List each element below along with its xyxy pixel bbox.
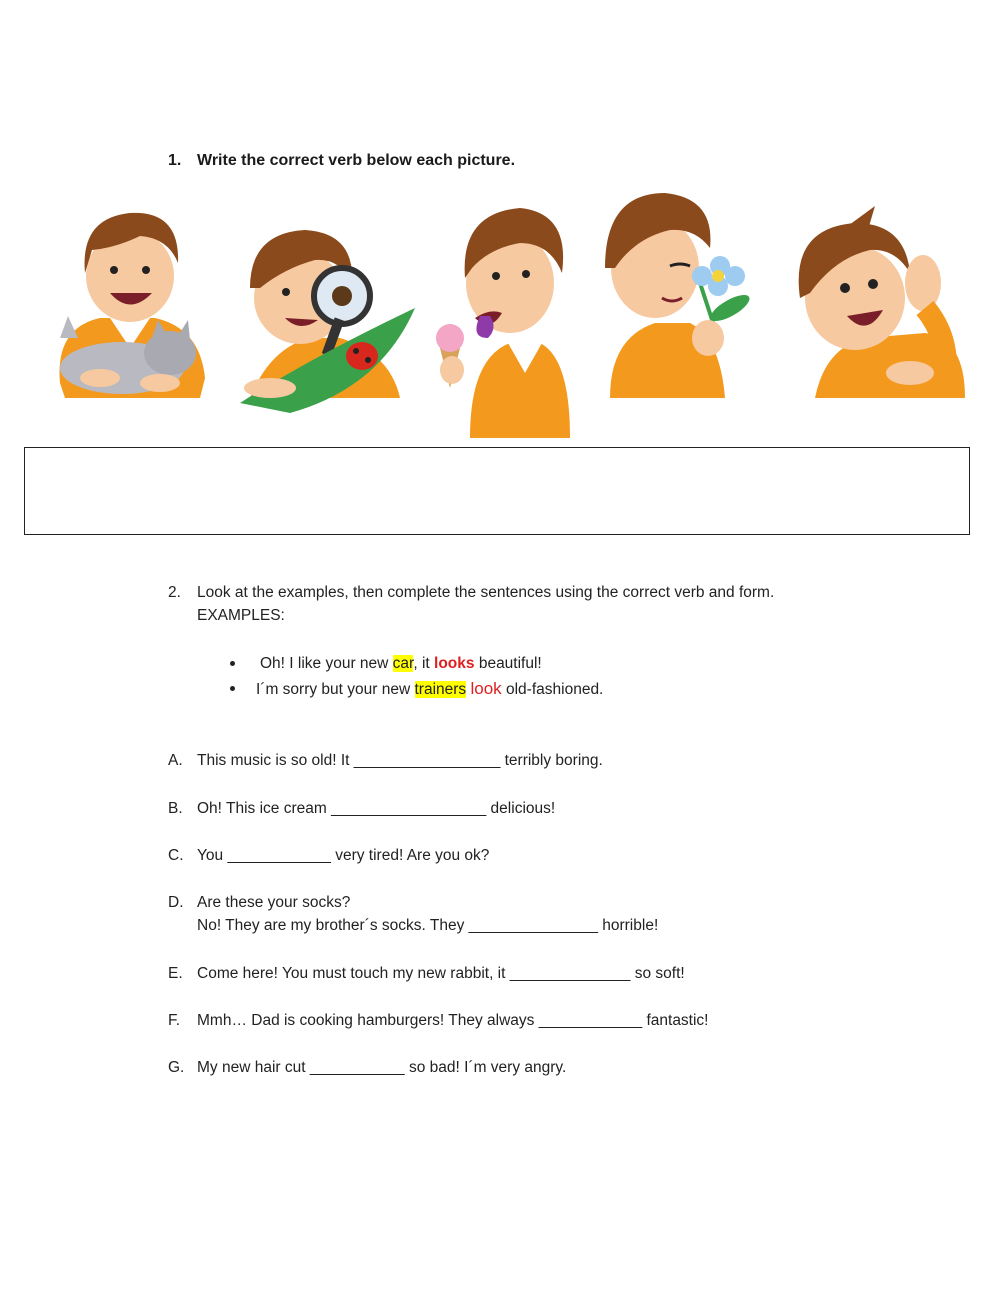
item-sentence: My new hair cut ___________ so bad! I´m very angry. (197, 1059, 567, 1076)
exercise-item-f[interactable] (168, 1009, 709, 1032)
example-text: Oh! I like your new (260, 655, 393, 672)
question-2-number: 2. (168, 584, 181, 601)
item-sentence: You ____________ very tired! Are you ok? (197, 847, 490, 864)
question-1-text: Write the correct verb below each picture. (197, 152, 516, 169)
item-sentence: Come here! You must touch my new rabbit, it ______________ so soft! (197, 965, 685, 982)
senses-pictures (30, 188, 970, 438)
item-sentence: Are these your socks? (197, 894, 351, 911)
question-1-number: 1. (168, 152, 182, 169)
examples-list (226, 651, 603, 702)
item-sentence: This music is so old! It _________________ terribly boring. (197, 752, 603, 769)
item-sentence: Mmh… Dad is cooking hamburgers! They always ____________ fantastic! (197, 1012, 709, 1029)
example-noun: car (392, 655, 414, 672)
example-text: old-fashioned. (501, 681, 604, 698)
question-1-title (168, 152, 515, 170)
exercise-item-g[interactable] (168, 1056, 566, 1079)
example-verb: looks (434, 655, 475, 672)
item-letter: F. (168, 1012, 181, 1029)
item-sentence: Oh! This ice cream __________________ delicious! (197, 800, 556, 817)
exercise-item-e[interactable] (168, 962, 685, 985)
boy-listening-image (775, 188, 970, 438)
exercise-item-b[interactable] (168, 797, 555, 820)
example-text: I´m sorry but your new (256, 681, 415, 698)
item-letter: G. (168, 1059, 185, 1076)
example-item (226, 651, 603, 676)
example-noun: trainers (414, 681, 467, 698)
boy-magnifying-glass-image (230, 188, 420, 438)
answer-box[interactable] (24, 447, 970, 535)
examples-label: EXAMPLES: (197, 607, 285, 624)
boy-smelling-flower-image (600, 188, 760, 438)
example-text: beautiful! (474, 655, 542, 672)
item-letter: B. (168, 800, 183, 817)
example-item (226, 676, 603, 702)
exercise-item-c[interactable] (168, 844, 489, 867)
item-letter: C. (168, 847, 184, 864)
exercise-item-d[interactable] (168, 891, 658, 937)
item-letter: A. (168, 752, 183, 769)
item-letter: D. (168, 894, 184, 911)
item-sentence: No! They are my brother´s socks. They _______________ horrible! (197, 917, 659, 934)
item-letter: E. (168, 965, 183, 982)
boy-hugging-cat-image (40, 188, 210, 438)
example-verb: look (470, 679, 502, 698)
boy-ice-cream-image (430, 188, 580, 438)
question-2-instruction: Look at the examples, then complete the sentences using the correct verb and form. (197, 584, 775, 601)
example-text: , it (413, 655, 435, 672)
exercise-item-a[interactable] (168, 749, 603, 772)
question-2 (168, 581, 774, 627)
